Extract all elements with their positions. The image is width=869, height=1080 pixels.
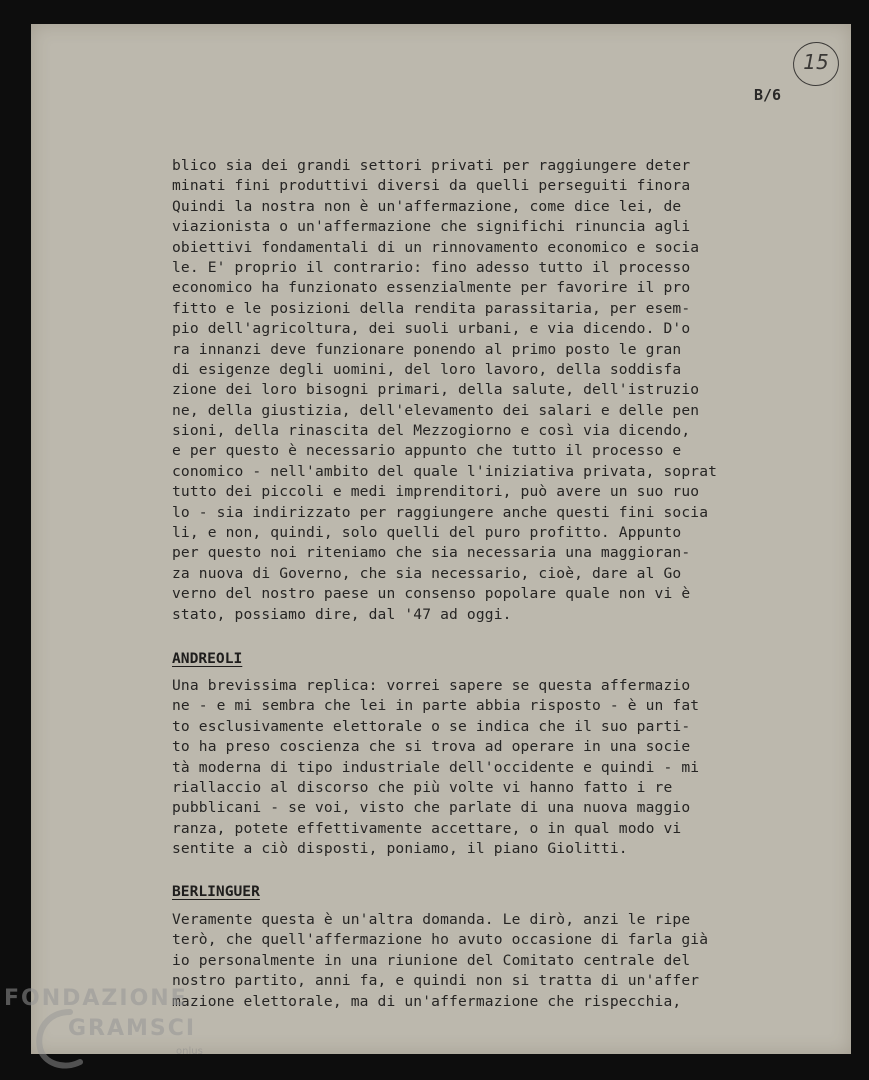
- speaker-berlinguer: BERLINGUER: [172, 883, 260, 900]
- text-line: ra innanzi deve funzionare ponendo al primo posto le gran: [172, 340, 682, 358]
- text-line: riallaccio al discorso che più volte vi hanno fatto i re: [172, 778, 673, 796]
- page-number: 15: [803, 50, 829, 74]
- text-line: to ha preso coscienza che si trova ad operare in una socie: [172, 738, 691, 756]
- text-line: Veramente questa è un'altra domanda. Le dirò, anzi le ripe: [172, 911, 691, 928]
- paragraph-section-1: [172, 156, 812, 625]
- document-code: B/6: [754, 86, 782, 104]
- text-line: Una brevissima replica: vorrei sapere se questa affermazio: [172, 677, 691, 694]
- watermark-line3: onlus: [176, 1046, 203, 1057]
- text-line: ne, della giustizia, dell'elevamento dei salari e delle pen: [172, 401, 700, 419]
- text-line: le. E' proprio il contrario: fino adesso tutto il processo: [172, 258, 691, 276]
- text-line: conomico - nell'ambito del quale l'iniziativa privata, soprat: [172, 462, 718, 480]
- text-line: ranza, potete effettivamente accettare, o in qual modo vi: [172, 819, 682, 837]
- text-line: terò, che quell'affermazione ho avuto occasione di farla già: [172, 931, 709, 949]
- text-line: e per questo è necessario appunto che tutto il processo e: [172, 442, 682, 460]
- text-line: mazione elettorale, ma di un'affermazione che rispecchia,: [172, 992, 682, 1010]
- text-line: to esclusivamente elettorale o se indica che il suo parti-: [172, 717, 691, 735]
- text-line: fitto e le posizioni della rendita parassitaria, per esem-: [172, 299, 691, 317]
- text-line: lo - sia indirizzato per raggiungere anche questi fini socia: [172, 503, 709, 521]
- text-line: tà moderna di tipo industriale dell'occidente e quindi - mi: [172, 758, 700, 776]
- text-line: di esigenze degli uomini, del loro lavoro, della soddisfa: [172, 360, 682, 378]
- paragraph-section-2: [172, 676, 812, 860]
- watermark-line2: GRAMSCI: [68, 1016, 197, 1041]
- text-line: ne - e mi sembra che lei in parte abbia risposto - è un fat: [172, 697, 700, 715]
- document-page: [31, 24, 851, 1054]
- text-line: stato, possiamo dire, dal '47 ad oggi.: [172, 605, 512, 623]
- text-line: io personalmente in una riunione del Comitato centrale del: [172, 951, 691, 969]
- text-line: za nuova di Governo, che sia necessario, cioè, dare al Go: [172, 564, 682, 582]
- text-line: zione dei loro bisogni primari, della salute, dell'istruzio: [172, 381, 700, 399]
- text-line: verno del nostro paese un consenso popolare quale non vi è: [172, 585, 691, 603]
- text-line: Quindi la nostra non è un'affermazione, come dice lei, de: [172, 197, 682, 215]
- speaker-andreoli: ANDREOLI: [172, 650, 243, 667]
- text-line: sioni, della rinascita del Mezzogiorno e così via dicendo,: [172, 422, 691, 440]
- text-line: pio dell'agricoltura, dei suoli urbani, e via dicendo. D'o: [172, 320, 691, 338]
- text-line: li, e non, quindi, solo quelli del puro profitto. Appunto: [172, 524, 682, 542]
- watermark-logo: [0, 980, 220, 1080]
- text-line: pubblicani - se voi, visto che parlate di una nuova maggio: [172, 799, 691, 817]
- text-line: minati fini produttivi diversi da quelli perseguiti finora: [172, 177, 691, 195]
- text-line: sentite a ciò disposti, poniamo, il piano Giolitti.: [172, 840, 628, 858]
- text-line: viazionista o un'affermazione che significhi rinuncia agli: [172, 218, 691, 236]
- paragraph-section-3: [172, 910, 812, 1012]
- text-line: obiettivi fondamentali di un rinnovamento economico e socia: [172, 238, 700, 256]
- text-line: per questo noi riteniamo che sia necessaria una maggioran-: [172, 544, 691, 562]
- text-line: nostro partito, anni fa, e quindi non si tratta di un'affer: [172, 972, 700, 990]
- watermark-line1: FONDAZIONE: [4, 986, 188, 1011]
- text-line: tutto dei piccoli e medi imprenditori, può avere un suo ruo: [172, 483, 700, 501]
- text-line: blico sia dei grandi settori privati per raggiungere deter: [172, 157, 691, 174]
- text-line: economico ha funzionato essenzialmente per favorire il pro: [172, 279, 691, 297]
